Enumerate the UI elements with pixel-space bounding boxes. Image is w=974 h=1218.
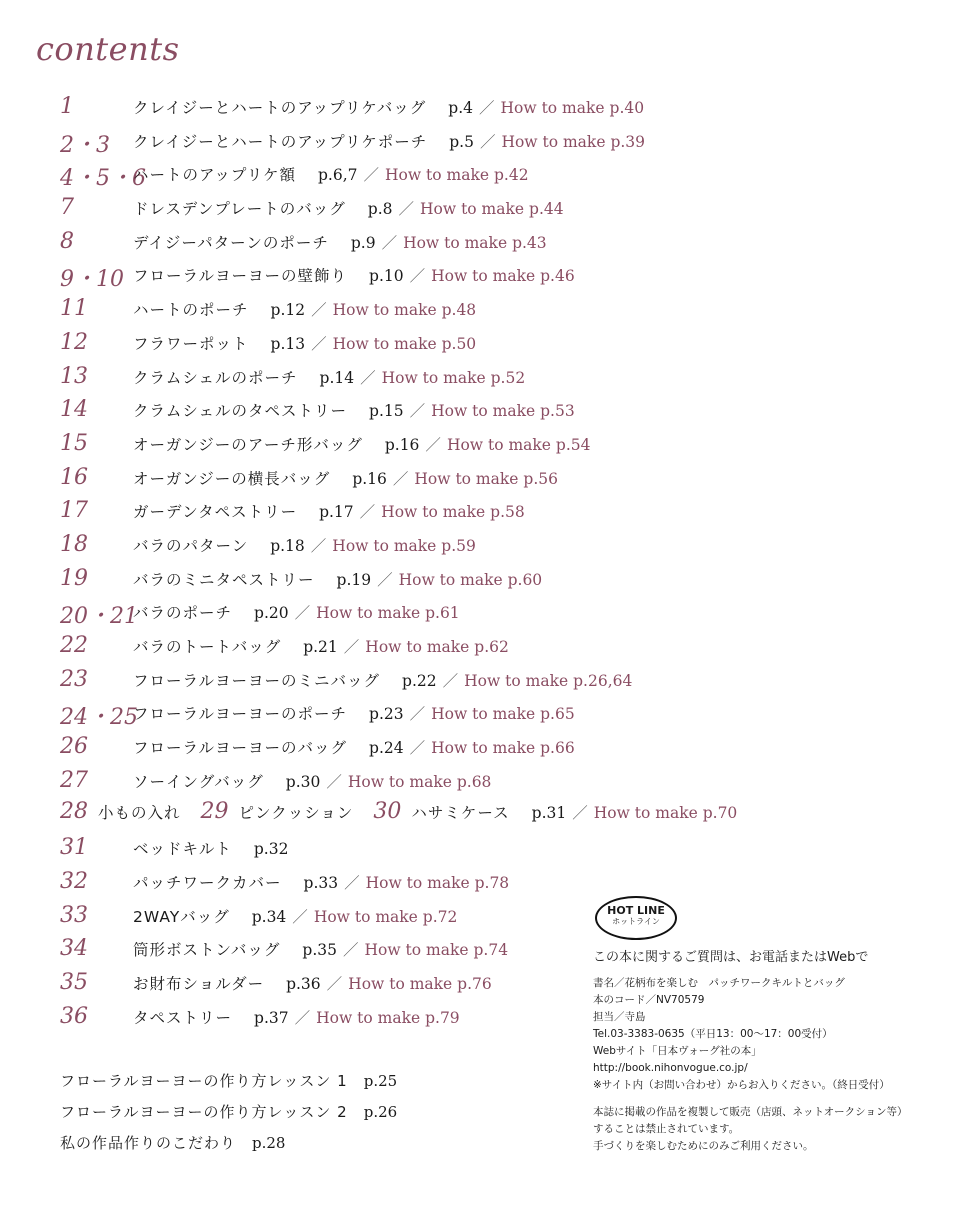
item-page: p.16	[352, 469, 387, 488]
item-title: お財布ショルダー	[133, 974, 265, 993]
separator-slash: ／	[326, 974, 343, 993]
separator-slash: ／	[326, 772, 342, 791]
item-line	[133, 872, 509, 894]
how-to-make-label: How to make	[364, 941, 469, 960]
how-to-make-label: How to make	[500, 99, 605, 117]
how-to-make-label: How to make	[446, 435, 551, 454]
item-number: 1	[60, 94, 74, 119]
how-to-make-page: p.70	[702, 804, 738, 823]
separator-slash: ／	[479, 99, 495, 117]
how-to-make-label: How to make	[593, 804, 698, 823]
item-number: 2・3	[60, 132, 110, 158]
info-line: 担当／寺島	[593, 1011, 646, 1023]
item-number: 4・5・6	[60, 166, 146, 192]
item-title: ハートのアップリケ額	[133, 166, 296, 185]
how-to-make-label: How to make	[431, 402, 536, 421]
page-heading: contents	[36, 30, 180, 68]
contents-list	[0, 92, 974, 1035]
how-to-make-page: p.53	[540, 402, 575, 421]
hotline-badge-sub: ホットライン	[612, 917, 660, 926]
how-to-make-page: p.56	[523, 469, 558, 488]
item-number: 18	[60, 531, 88, 557]
how-to-make-label: How to make	[414, 469, 519, 488]
separator-slash: ／	[343, 941, 359, 960]
item-line	[133, 838, 288, 860]
how-to-make-label: How to make	[316, 604, 421, 623]
toc-row	[0, 867, 974, 901]
item-line	[133, 501, 525, 523]
item-page: p.34	[251, 907, 287, 926]
toc-row	[0, 159, 974, 193]
item-line	[133, 569, 542, 591]
separator-slash: ／	[398, 200, 415, 219]
how-to-make-page: p.52	[490, 368, 526, 387]
separator-slash: ／	[425, 435, 441, 454]
extra-item	[60, 1101, 397, 1132]
separator-slash: ／	[377, 570, 393, 589]
separator-slash: ／	[409, 705, 426, 724]
how-to-make-page: p.48	[441, 301, 477, 320]
item-number: 36	[60, 1003, 88, 1029]
item-line	[133, 131, 645, 153]
item-title: クレイジーとハートのアップリケポーチ	[133, 132, 428, 151]
item-number: 19	[60, 565, 88, 591]
separator-slash: ／	[292, 907, 308, 926]
item-line	[133, 265, 575, 287]
item-number: 28	[60, 799, 88, 825]
item-line	[133, 468, 558, 490]
separator-slash: ／	[392, 469, 409, 488]
item-page: p.35	[302, 941, 337, 960]
item-page: p.32	[253, 840, 289, 859]
how-to-make-label: How to make	[347, 772, 452, 791]
separator-slash: ／	[409, 739, 426, 758]
item-page: p.14	[319, 368, 355, 387]
item-number: 20・21	[60, 604, 138, 630]
how-to-make-label: How to make	[332, 536, 437, 555]
item-page: p.33	[303, 873, 339, 892]
notice-line: することは禁止されています。	[593, 1123, 740, 1135]
item-page: p.23	[369, 705, 404, 724]
how-to-make-label: How to make	[332, 334, 437, 353]
how-to-make-page: p.50	[441, 334, 477, 353]
how-to-make-page: p.61	[425, 604, 460, 623]
item-line	[133, 602, 460, 624]
how-to-make-label: How to make	[365, 638, 470, 656]
item-title: ハートのポーチ	[133, 301, 249, 320]
item-number: 35	[60, 969, 88, 995]
item-page: p.22	[402, 671, 437, 690]
hotline-info	[593, 946, 907, 1155]
how-to-make-label: How to make	[501, 132, 606, 151]
extra-item	[60, 1070, 397, 1101]
item-line	[133, 434, 591, 456]
hotline-lead: この本に関するご質問は、お電話またはWebで	[593, 950, 869, 965]
separator-slash: ／	[363, 166, 380, 185]
how-to-make-page: p.72	[422, 907, 458, 926]
item-title: クラムシェルのポーチ	[133, 368, 298, 387]
toc-row	[0, 597, 974, 631]
item-title: バラのトートバッグ	[133, 638, 282, 656]
extras-list	[60, 1070, 397, 1163]
how-to-make-label: How to make	[431, 267, 536, 286]
how-to-make-page: p.26,64	[573, 671, 633, 690]
item-line	[133, 198, 564, 220]
item-line	[133, 636, 509, 658]
item-title: ドレスデンプレートのバッグ	[133, 200, 346, 219]
item-page: p.36	[286, 974, 321, 993]
item-number: 7	[60, 195, 74, 221]
item-number: 15	[60, 430, 88, 456]
how-to-make-page: p.76	[457, 974, 492, 993]
item-title: 小もの入れ	[98, 804, 181, 823]
item-number: 9・10	[60, 267, 124, 293]
how-to-make-label: How to make	[385, 166, 490, 185]
toc-row	[0, 698, 974, 732]
how-to-make-page: p.78	[474, 873, 510, 892]
item-title: フローラルヨーヨーのバッグ	[133, 739, 348, 758]
separator-slash: ／	[479, 132, 496, 151]
item-line	[60, 801, 737, 824]
how-to-make-label: How to make	[316, 1008, 421, 1027]
item-title: ハサミケース	[411, 804, 510, 823]
item-title: オーガンジーのアーチ形バッグ	[133, 435, 363, 454]
toc-row	[0, 227, 974, 261]
item-number: 29	[200, 799, 229, 825]
item-number: 12	[60, 329, 88, 355]
toc-row	[0, 463, 974, 497]
item-line	[133, 1007, 460, 1029]
item-page: p.4	[448, 99, 474, 117]
separator-slash: ／	[359, 503, 376, 522]
extra-title: フローラルヨーヨーの作り方レッスン 1	[60, 1072, 348, 1090]
item-page: p.19	[336, 570, 372, 589]
copyright-notice	[593, 1104, 907, 1155]
item-title: デイジーパターンのポーチ	[133, 233, 329, 252]
how-to-make-page: p.65	[540, 705, 575, 724]
how-to-make-page: p.43	[512, 233, 547, 252]
toc-row	[0, 530, 974, 564]
how-to-make-page: p.59	[441, 536, 476, 555]
separator-slash: ／	[294, 604, 311, 623]
separator-slash: ／	[344, 873, 360, 892]
toc-row	[0, 328, 974, 362]
info-line: Tel.03-3383-0635（平日13：00〜17：00受付）	[593, 1028, 833, 1040]
item-line	[133, 771, 491, 793]
item-line	[133, 906, 457, 928]
how-to-make-label: How to make	[365, 873, 470, 892]
toc-row	[0, 92, 974, 126]
toc-row	[0, 395, 974, 429]
item-number: 31	[60, 835, 88, 861]
hotline-badge-main: HOT LINE	[607, 904, 665, 917]
how-to-make-page: p.74	[473, 941, 509, 960]
how-to-make-label: How to make	[381, 368, 486, 387]
item-line	[133, 535, 476, 557]
item-number: 13	[60, 363, 88, 389]
item-title: フラワーポット	[133, 334, 249, 353]
how-to-make-page: p.60	[507, 570, 543, 589]
item-title: タペストリー	[133, 1008, 233, 1027]
toc-row-multi	[0, 799, 974, 833]
item-page: p.17	[319, 503, 354, 522]
toc-row	[0, 631, 974, 665]
item-title: ガーデンタペストリー	[133, 503, 298, 522]
item-number: 16	[60, 464, 88, 490]
separator-slash: ／	[311, 301, 327, 320]
item-line	[133, 97, 644, 119]
how-to-make-page: p.54	[555, 435, 591, 454]
item-page: p.9	[350, 233, 376, 252]
how-to-make-page: p.39	[610, 132, 646, 151]
item-number: 26	[60, 734, 88, 760]
how-to-make-page: p.40	[609, 99, 645, 117]
separator-slash: ／	[311, 334, 327, 353]
item-title: パッチワークカバー	[133, 873, 282, 892]
separator-slash: ／	[343, 638, 360, 656]
item-line	[133, 670, 632, 692]
item-number: 23	[60, 666, 88, 692]
item-title: フローラルヨーヨーの壁飾り	[133, 267, 348, 286]
notice-line: 本誌に掲載の作品を複製して販売（店頭、ネットオークション等）	[593, 1106, 908, 1118]
item-line	[133, 333, 476, 355]
item-line	[133, 939, 508, 961]
separator-slash: ／	[360, 368, 376, 387]
how-to-make-page: p.66	[540, 739, 575, 758]
how-to-make-label: How to make	[348, 974, 453, 993]
extra-page: p.25	[363, 1072, 398, 1090]
item-page: p.20	[254, 604, 289, 623]
how-to-make-label: How to make	[420, 200, 525, 219]
item-page: p.15	[369, 402, 404, 421]
item-page: p.13	[270, 334, 306, 353]
toc-row	[0, 732, 974, 766]
how-to-make-label: How to make	[332, 301, 437, 320]
item-page: p.18	[270, 536, 305, 555]
item-line	[133, 299, 476, 321]
item-title: クレイジーとハートのアップリケバッグ	[133, 99, 427, 117]
item-number: 30	[373, 799, 402, 825]
toc-row	[0, 260, 974, 294]
item-line	[133, 703, 575, 725]
item-line	[133, 973, 492, 995]
how-to-make-page: p.79	[425, 1008, 460, 1027]
item-number: 24・25	[60, 705, 138, 731]
notice-line: 手づくりを楽しむためにのみご利用ください。	[593, 1140, 814, 1152]
item-page: p.30	[285, 772, 321, 791]
item-line	[133, 232, 547, 254]
hotline-badge	[595, 896, 677, 940]
item-page: p.8	[367, 200, 393, 219]
how-to-make-label: How to make	[381, 503, 486, 522]
item-page: p.6,7	[318, 166, 358, 185]
item-title: バラのパターン	[133, 536, 249, 555]
toc-row	[0, 294, 974, 328]
item-page: p.21	[303, 638, 338, 656]
toc-row	[0, 766, 974, 800]
how-to-make-page: p.42	[494, 166, 529, 185]
how-to-make-page: p.46	[540, 267, 575, 286]
how-to-make-label: How to make	[431, 705, 536, 724]
item-number: 14	[60, 397, 88, 423]
item-title: フローラルヨーヨーのミニバッグ	[133, 671, 381, 690]
item-page: p.31	[531, 804, 567, 823]
item-title: オーガンジーの横長バッグ	[133, 469, 331, 488]
separator-slash: ／	[381, 233, 398, 252]
separator-slash: ／	[572, 804, 588, 823]
extra-page: p.28	[252, 1134, 286, 1152]
toc-row	[0, 126, 974, 160]
item-page: p.37	[254, 1008, 289, 1027]
separator-slash: ／	[310, 536, 327, 555]
separator-slash: ／	[442, 671, 459, 690]
extra-page: p.26	[363, 1103, 398, 1121]
item-title: ソーイングバッグ	[133, 772, 264, 791]
item-number: 22	[60, 633, 88, 658]
toc-row	[0, 193, 974, 227]
item-line	[133, 164, 529, 186]
item-number: 33	[60, 902, 88, 928]
info-line: 本のコード／NV70579	[593, 994, 705, 1006]
item-number: 32	[60, 868, 88, 894]
item-number: 17	[60, 498, 88, 524]
item-line	[133, 737, 575, 759]
extra-title: 私の作品作りのこだわり	[60, 1134, 237, 1152]
info-line: http://book.nihonvogue.co.jp/	[593, 1062, 748, 1074]
item-line	[133, 367, 525, 389]
item-title: 筒形ボストンバッグ	[133, 941, 281, 960]
item-title: ベッドキルト	[133, 840, 232, 859]
item-line	[133, 400, 575, 422]
separator-slash: ／	[409, 402, 426, 421]
item-title: ピンクッション	[238, 804, 354, 823]
info-line: ※サイト内（お問い合わせ）からお入りください。（終日受付）	[593, 1079, 890, 1091]
how-to-make-label: How to make	[398, 570, 503, 589]
hotline-details	[593, 975, 907, 1094]
item-page: p.5	[449, 132, 474, 151]
item-title: バラのミニタペストリー	[133, 570, 315, 589]
how-to-make-page: p.62	[474, 638, 509, 656]
toc-row	[0, 665, 974, 699]
how-to-make-page: p.68	[456, 772, 492, 791]
item-number: 11	[60, 296, 88, 322]
separator-slash: ／	[294, 1008, 311, 1027]
toc-row	[0, 362, 974, 396]
extra-item	[60, 1132, 397, 1163]
toc-row	[0, 901, 974, 935]
toc-row	[0, 564, 974, 598]
extra-title: フローラルヨーヨーの作り方レッスン 2	[60, 1103, 348, 1121]
toc-row	[0, 429, 974, 463]
how-to-make-label: How to make	[464, 671, 569, 690]
item-number: 27	[60, 767, 88, 793]
info-line: 書名／花柄布を楽しむ パッチワークキルトとバッグ	[593, 977, 845, 989]
item-page: p.10	[369, 267, 404, 286]
item-number: 8	[60, 228, 74, 254]
how-to-make-label: How to make	[313, 907, 418, 926]
separator-slash: ／	[409, 267, 426, 286]
item-page: p.16	[384, 435, 420, 454]
item-title: フローラルヨーヨーのポーチ	[133, 705, 348, 724]
how-to-make-label: How to make	[403, 233, 508, 252]
item-title: バラのポーチ	[133, 604, 233, 623]
how-to-make-page: p.44	[529, 200, 564, 219]
how-to-make-page: p.58	[490, 503, 525, 522]
info-line: Webサイト「日本ヴォーグ社の本」	[593, 1045, 762, 1057]
item-page: p.12	[270, 301, 306, 320]
item-page: p.24	[369, 739, 404, 758]
item-title: 2WAYバッグ	[133, 907, 230, 926]
item-title: クラムシェルのタペストリー	[133, 402, 348, 421]
how-to-make-label: How to make	[431, 739, 536, 758]
toc-row	[0, 833, 974, 867]
item-number: 34	[60, 936, 88, 962]
toc-row	[0, 496, 974, 530]
